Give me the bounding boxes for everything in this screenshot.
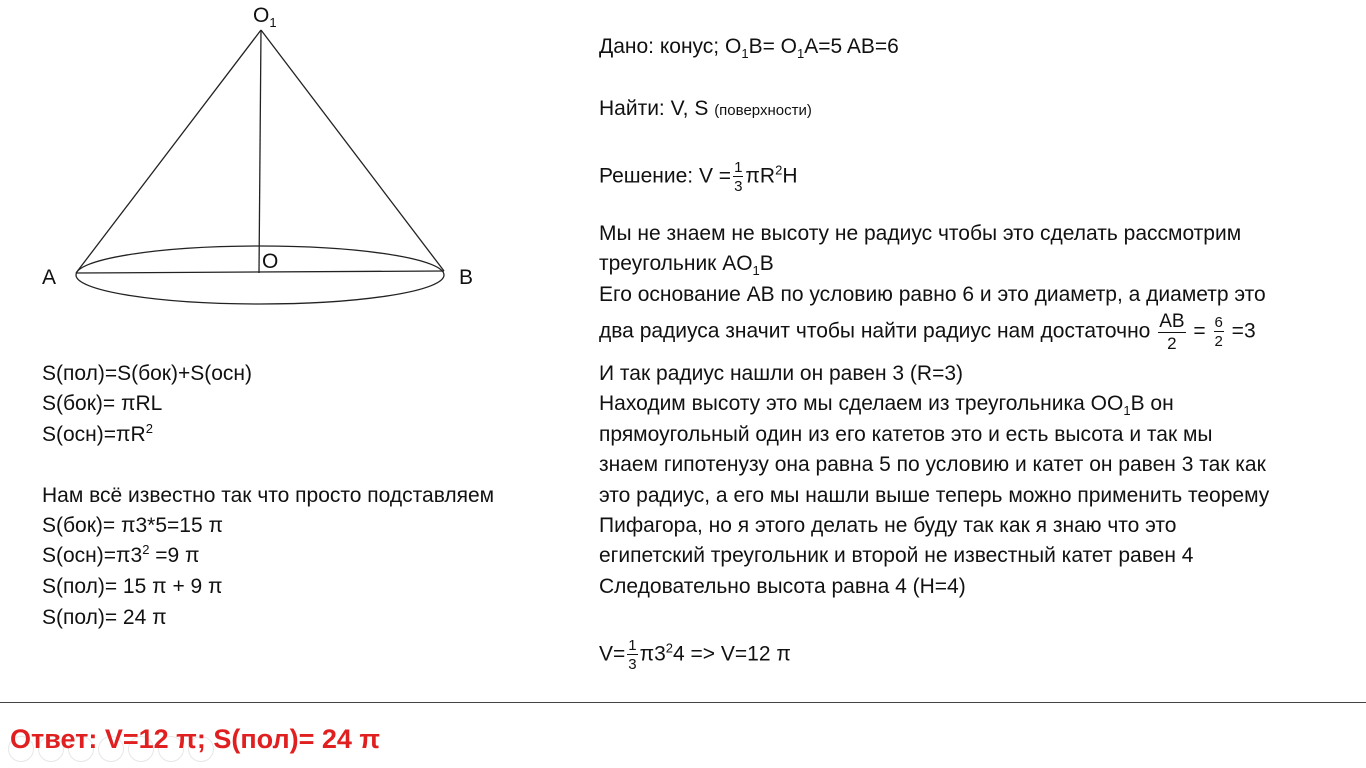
label-a: A: [42, 266, 57, 289]
paragraph-3: И так радиус нашли он равен 3 (R=3): [599, 362, 964, 385]
paragraph-4-line-6: египетский треугольник и второй не известный катет равен 4: [599, 544, 1194, 567]
paragraph-4-line-4: это радиус, а его мы нашли выше теперь можно применить теорему: [599, 484, 1270, 507]
cone-height: [259, 30, 261, 273]
find-line: Найти: V, S (поверхности): [599, 97, 812, 120]
cone-base: [76, 246, 444, 304]
cone-diagram: [30, 0, 490, 320]
paragraph-4-line-2: прямоугольный один из его катетов это и есть высота и так мы: [599, 423, 1213, 446]
label-b: B: [459, 266, 474, 289]
paragraph-4-line-3: знаем гипотенузу она равна 5 по условию и катет он равен 3 так как: [599, 453, 1266, 476]
paragraph-4-line-7: Следовательно высота равна 4 (H=4): [599, 575, 966, 598]
label-o1: $O_1$: [253, 4, 277, 31]
left-line-4: Нам всё известно так что просто подставляем: [42, 484, 495, 507]
paragraph-2-line-2: два радиуса значит чтобы найти радиус нам достаточно $\frac{AB}{2}$ = $\frac{6}{2}$ =3: [599, 311, 1256, 353]
left-line-2: S(бок)= πRL: [42, 392, 163, 415]
divider: [0, 702, 1366, 703]
left-line-7: S(пол)= 15 π + 9 π: [42, 575, 223, 598]
paragraph-1-line-1: Мы не знаем не высоту не радиус чтобы это сделать рассмотрим: [599, 222, 1242, 245]
cone-diameter: [76, 271, 444, 273]
left-line-8: S(пол)= 24 π: [42, 606, 167, 629]
label-o: O: [262, 250, 279, 273]
solution-formula: Решение: V = $\frac{1}{3}$ $\pi R^2H$: [599, 159, 798, 195]
volume-result: V= $\frac{1}{3}$ $\pi 3^24 => V=12$ π: [599, 637, 791, 673]
left-line-5: S(бок)= π3*5=15 π: [42, 514, 223, 537]
paragraph-4-line-5: Пифагора, но я этого делать не буду так как я знаю что это: [599, 514, 1177, 537]
answer-line: Ответ: V=12 π; S(пол)= 24 π: [10, 724, 381, 754]
paragraph-1-line-2: треугольник $AO_1B$: [599, 252, 774, 279]
cone-side-right: [261, 30, 444, 271]
left-line-1: S(пол)=S(бок)+S(осн): [42, 362, 253, 385]
paragraph-4-line-1: Находим высоту это мы сделаем из треугольника $OO_1B$ он: [599, 392, 1174, 419]
cone-side-left: [76, 30, 261, 273]
left-line-3: $S(осн)=\pi R^2$: [42, 421, 153, 446]
paragraph-2-line-1: Его основание AB по условию равно 6 и это диаметр, а диаметр это: [599, 283, 1266, 306]
left-line-6: $S(осн)=\pi 3^2 =9$ π: [42, 542, 200, 567]
given-line: Дано: конус; $O_1B= O_1A=5$ AB=6: [599, 35, 899, 62]
